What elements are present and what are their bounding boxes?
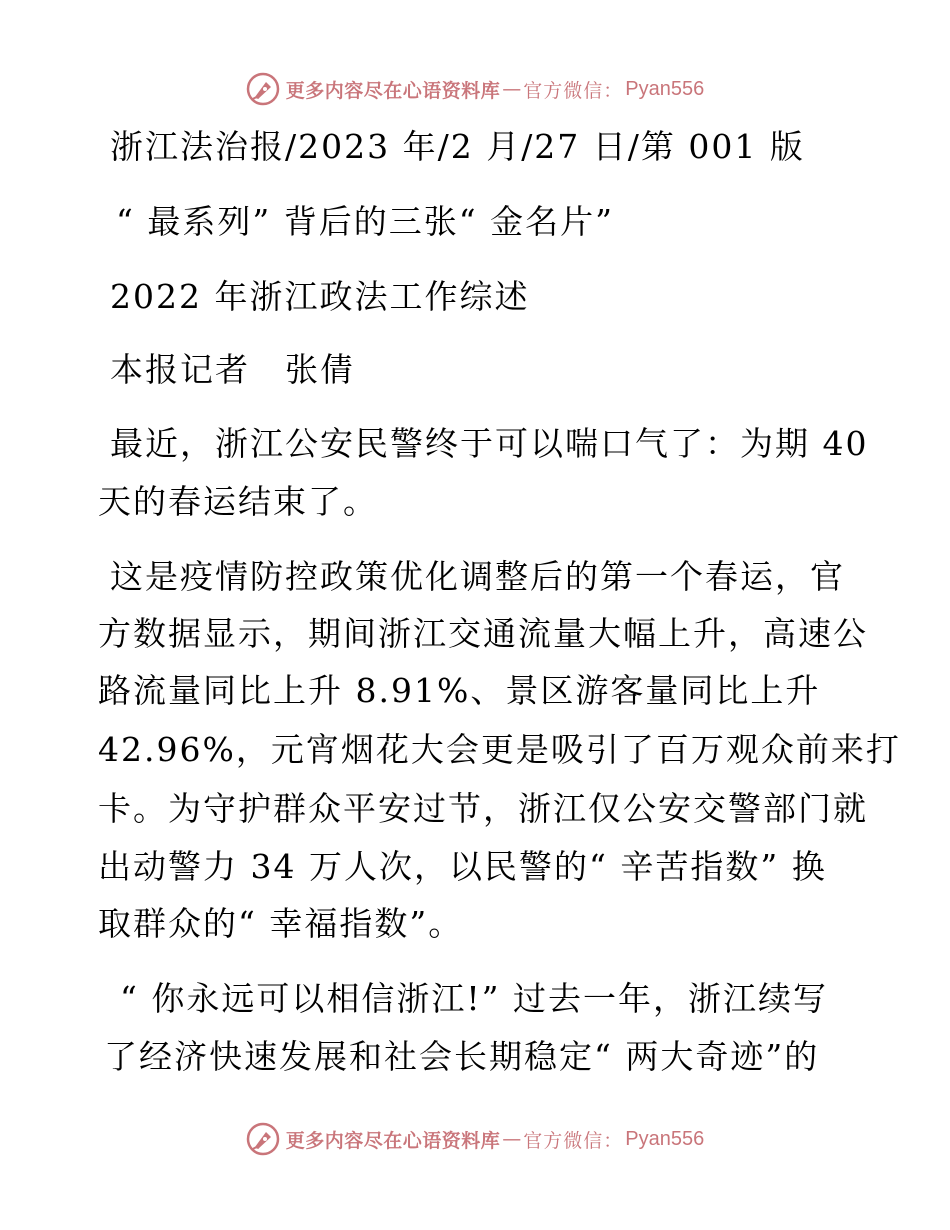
body-line: 方数据显示，期间浙江交通流量大幅上升，高速公: [98, 614, 868, 653]
article-headline: “ 最系列” 背后的三张“ 金名片”: [116, 202, 614, 241]
watermark-wechat-id: Pyan556: [625, 1127, 705, 1150]
pen-nib-logo-icon: [246, 1122, 280, 1156]
body-line: 卡。为守护群众平安过节，浙江仅公安交警部门就: [98, 789, 868, 828]
watermark-side-text: 官方微信：: [523, 79, 624, 102]
body-line: 这是疫情防控政策优化调整后的第一个春运，官: [110, 557, 845, 596]
watermark-side-text: 官方微信：: [523, 1129, 624, 1152]
watermark-main-text: 更多内容尽在心语资料库: [285, 1129, 501, 1152]
body-line: 路流量同比上升 8.91%、景区游客量同比上升: [98, 671, 821, 710]
watermark-wechat-id: Pyan556: [625, 77, 705, 100]
watermark-separator: —: [502, 1128, 522, 1150]
watermark-main-text: 更多内容尽在心语资料库: [285, 79, 501, 102]
body-line: 出动警力 34 万人次，以民警的“ 辛苦指数” 换: [98, 847, 827, 886]
body-line: 取群众的“ 幸福指数”。: [98, 904, 464, 943]
footer-watermark: [0, 1122, 950, 1156]
body-line: 42.96%，元宵烟花大会更是吸引了百万观众前来打: [98, 730, 901, 769]
body-line: 最近，浙江公安民警终于可以喘口气了：为期 40: [110, 424, 869, 463]
watermark-separator: —: [502, 78, 522, 100]
body-line: 天的春运结束了。: [98, 482, 378, 521]
header-watermark: [0, 72, 950, 106]
body-line: “ 你永远可以相信浙江!” 过去一年，浙江续写: [120, 979, 828, 1018]
article-subheadline: 2022 年浙江政法工作综述: [110, 277, 530, 316]
body-line: 了经济快速发展和社会长期稳定“ 两大奇迹”的: [104, 1037, 820, 1076]
pen-nib-logo-icon: [246, 72, 280, 106]
article-byline: 本报记者 张倩: [110, 350, 355, 389]
article-source: 浙江法治报/2023 年/2 月/27 日/第 001 版: [110, 127, 805, 166]
